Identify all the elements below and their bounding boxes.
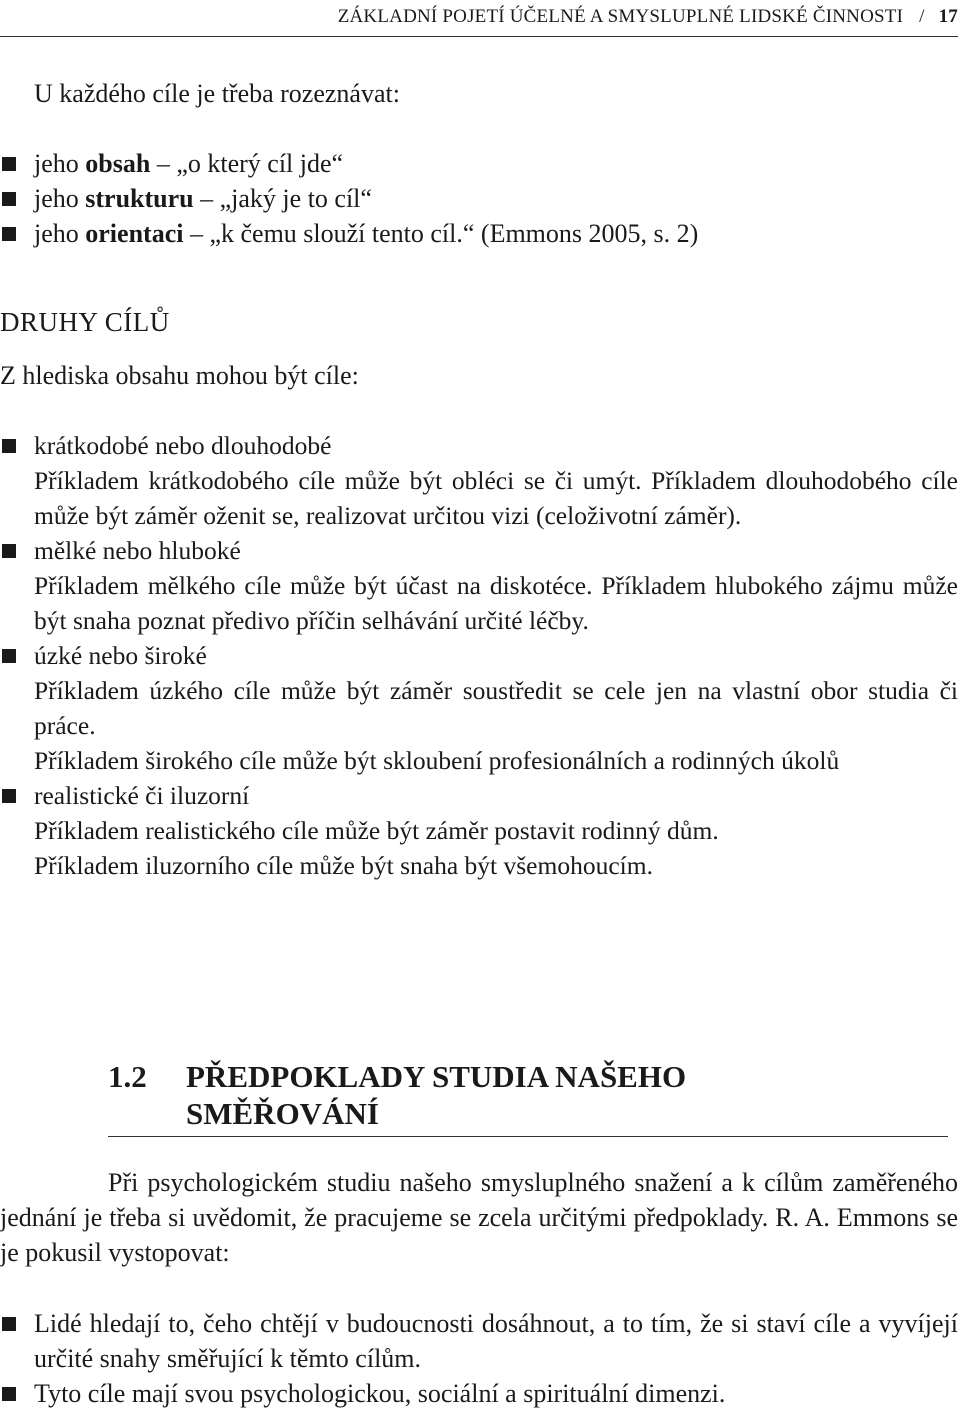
bullet-square-icon: [2, 1387, 16, 1401]
section-number: 1.2: [108, 1059, 147, 1094]
list-item: [0, 638, 958, 778]
bullet-square-icon: [2, 649, 16, 663]
bullet-square-icon: [2, 439, 16, 453]
assumption-text: Tyto cíle mají svou psychologickou, sociální a spirituální dimenzi.: [34, 1379, 726, 1408]
goal-type-label: mělké nebo hluboké: [34, 536, 241, 565]
goal-type-example: Příkladem realistického cíle může být záměr postavit rodinný dům.: [34, 816, 719, 845]
goal-type-example: Příkladem mělkého cíle může být účast na diskotéce. Příkladem hlubokého zájmu může být snaha poznat předivo příčin selhávání určité léčby.: [34, 571, 958, 635]
goal-type-example: Příkladem úzkého cíle může být záměr soustředit se cele jen na vlastní obor studia či práce.: [34, 676, 958, 740]
chapter-title: ZÁKLADNÍ POJETÍ ÚČELNÉ A SMYSLUPLNÉ LIDSKÉ ČINNOSTI: [337, 6, 904, 27]
intro-line: [0, 76, 960, 111]
goal-type-label: krátkodobé nebo dlouhodobé: [34, 431, 332, 460]
aspect-term: strukturu: [85, 184, 194, 213]
page-number: 17: [938, 6, 958, 27]
bullet-square-icon: [2, 227, 16, 241]
section-divider: [108, 1136, 948, 1137]
assumptions-block: [0, 1306, 958, 1411]
assumption-text: Lidé hledají to, čeho chtějí v budoucnosti dosáhnout, a to tím, že si staví cíle a vyvíjejí určité snahy směřující k těmto cílům.: [34, 1309, 958, 1373]
goal-type-example: Příkladem iluzorního cíle může být snaha být všemohoucím.: [34, 851, 653, 880]
bullet-square-icon: [2, 192, 16, 206]
header-separator: /: [919, 6, 925, 27]
section-title: PŘEDPOKLADY STUDIA NAŠEHO SMĚŘOVÁNÍ: [186, 1059, 687, 1131]
goal-types-block: [0, 428, 958, 883]
aspects-block: [0, 146, 958, 251]
bullet-square-icon: [2, 1317, 16, 1331]
content-intro-text: Z hlediska obsahu mohou být cíle:: [0, 361, 359, 390]
bullet-square-icon: [2, 157, 16, 171]
aspect-term: obsah: [85, 149, 151, 178]
list-item: [0, 1376, 958, 1411]
bullet-square-icon: [2, 544, 16, 558]
goal-type-example: Příkladem krátkodobého cíle může být obléci se či umýt. Příkladem dlouhodobého cíle může být záměr oženit se, realizovat určitou vizi (celoživotní záměr).: [34, 466, 958, 530]
aspect-term: orientaci: [85, 219, 184, 248]
list-item: [0, 533, 958, 638]
list-item: [0, 428, 958, 533]
list-item: jeho obsah – „o který cíl jde“: [0, 146, 958, 181]
content-intro: [0, 358, 958, 393]
goal-type-label: realistické či iluzorní: [34, 781, 250, 810]
section-heading: [108, 1058, 958, 1136]
goal-type-label: úzké nebo široké: [34, 641, 207, 670]
list-item: [0, 1306, 958, 1376]
druhy-heading: DRUHY CÍLŮ: [0, 307, 170, 337]
section-paragraph: Při psychologickém studiu našeho smysluplného snažení a k cílům zaměřeného jednání je třeba si uvědomit, že pracujeme se zcela určitými předpoklady. R. A. Emmons se je pokusil vystopovat:: [0, 1168, 958, 1267]
list-item: jeho strukturu – „jaký je to cíl“: [0, 181, 958, 216]
assumptions-list: [0, 1306, 958, 1411]
running-header: [0, 4, 958, 37]
goal-types-list: [0, 428, 958, 883]
bullet-square-icon: [2, 789, 16, 803]
aspects-list: [0, 146, 958, 251]
list-item: jeho orientaci – „k čemu slouží tento cíl.“ (Emmons 2005, s. 2): [0, 216, 958, 251]
list-item: [0, 778, 958, 883]
intro-text: U každého cíle je třeba rozeznávat:: [34, 79, 400, 108]
goal-type-example: Příkladem širokého cíle může být skloubení profesionálních a rodinných úkolů: [34, 746, 840, 775]
